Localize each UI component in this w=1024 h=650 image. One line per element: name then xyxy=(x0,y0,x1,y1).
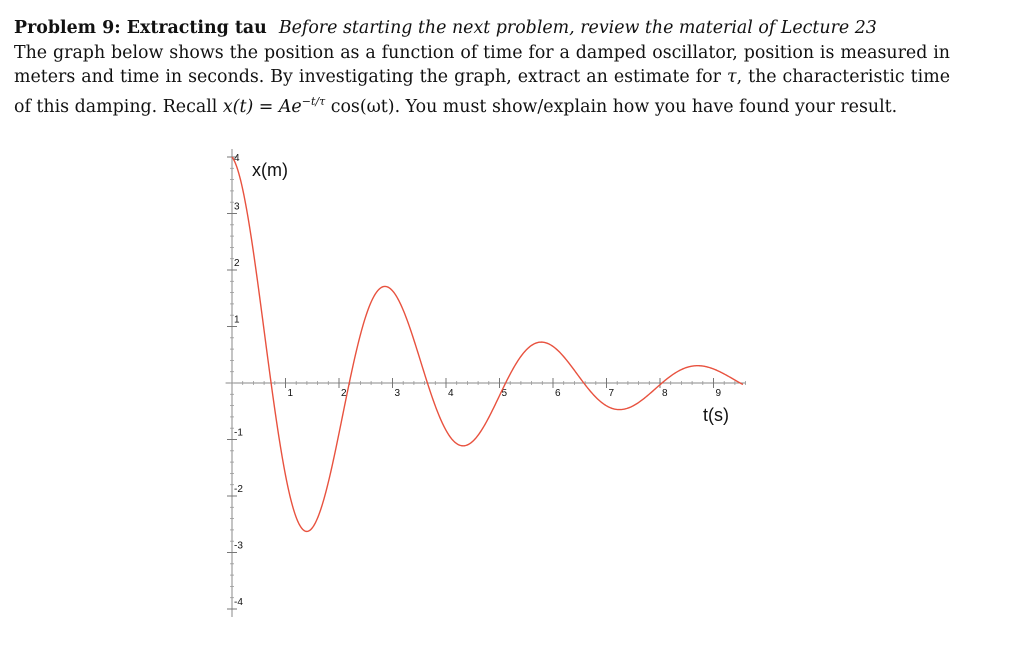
equation-cos: cos(ωt). xyxy=(330,96,401,117)
chart-axes xyxy=(226,149,746,617)
series-line-x-of-t xyxy=(232,157,743,531)
x-tick-label: 6 xyxy=(555,388,561,399)
equation-lhs: x(t) = xyxy=(222,96,274,117)
y-tick-label: -1 xyxy=(234,427,243,439)
x-tick-label: 3 xyxy=(394,388,401,399)
equation-amplitude: Ae xyxy=(278,96,302,117)
y-tick-label: 4 xyxy=(234,153,240,164)
problem-text-c: You must show/explain how you have found your result. xyxy=(405,96,898,117)
x-tick-label: 8 xyxy=(662,388,668,399)
y-axis-label: x(m) xyxy=(252,160,288,180)
y-tick-label: -4 xyxy=(234,597,243,608)
y-tick-label: 2 xyxy=(234,258,240,269)
problem-lead: Before starting the next problem, review the material of Lecture 23 xyxy=(278,18,877,38)
x-tick-label: 5 xyxy=(501,388,508,399)
x-tick-label: 4 xyxy=(448,388,454,399)
tau-symbol: τ xyxy=(726,67,737,88)
equation-exponent: −t/τ xyxy=(301,94,326,108)
x-tick-label: 2 xyxy=(341,388,347,399)
x-tick-label: 7 xyxy=(608,388,615,399)
chart-plot xyxy=(232,157,743,531)
x-axis-label: t(s) xyxy=(703,405,729,425)
chart-ticks xyxy=(227,153,746,609)
x-tick-label: 9 xyxy=(715,388,722,399)
y-tick-label: -2 xyxy=(234,484,243,495)
y-tick-label: 1 xyxy=(234,314,240,326)
problem-text-b: , the characteristic time of this damping. Recall xyxy=(14,67,950,117)
problem-text-a: The graph below shows the position as a function of time for a damped oscillator, position is measured in meters and time in seconds. By investigating the graph, extract an estimate for xyxy=(14,42,950,88)
x-tick-label: 1 xyxy=(287,388,294,399)
y-tick-label: 3 xyxy=(234,201,240,213)
problem-title: Problem 9: Extracting tau xyxy=(14,18,267,38)
y-tick-label: -3 xyxy=(234,540,243,552)
